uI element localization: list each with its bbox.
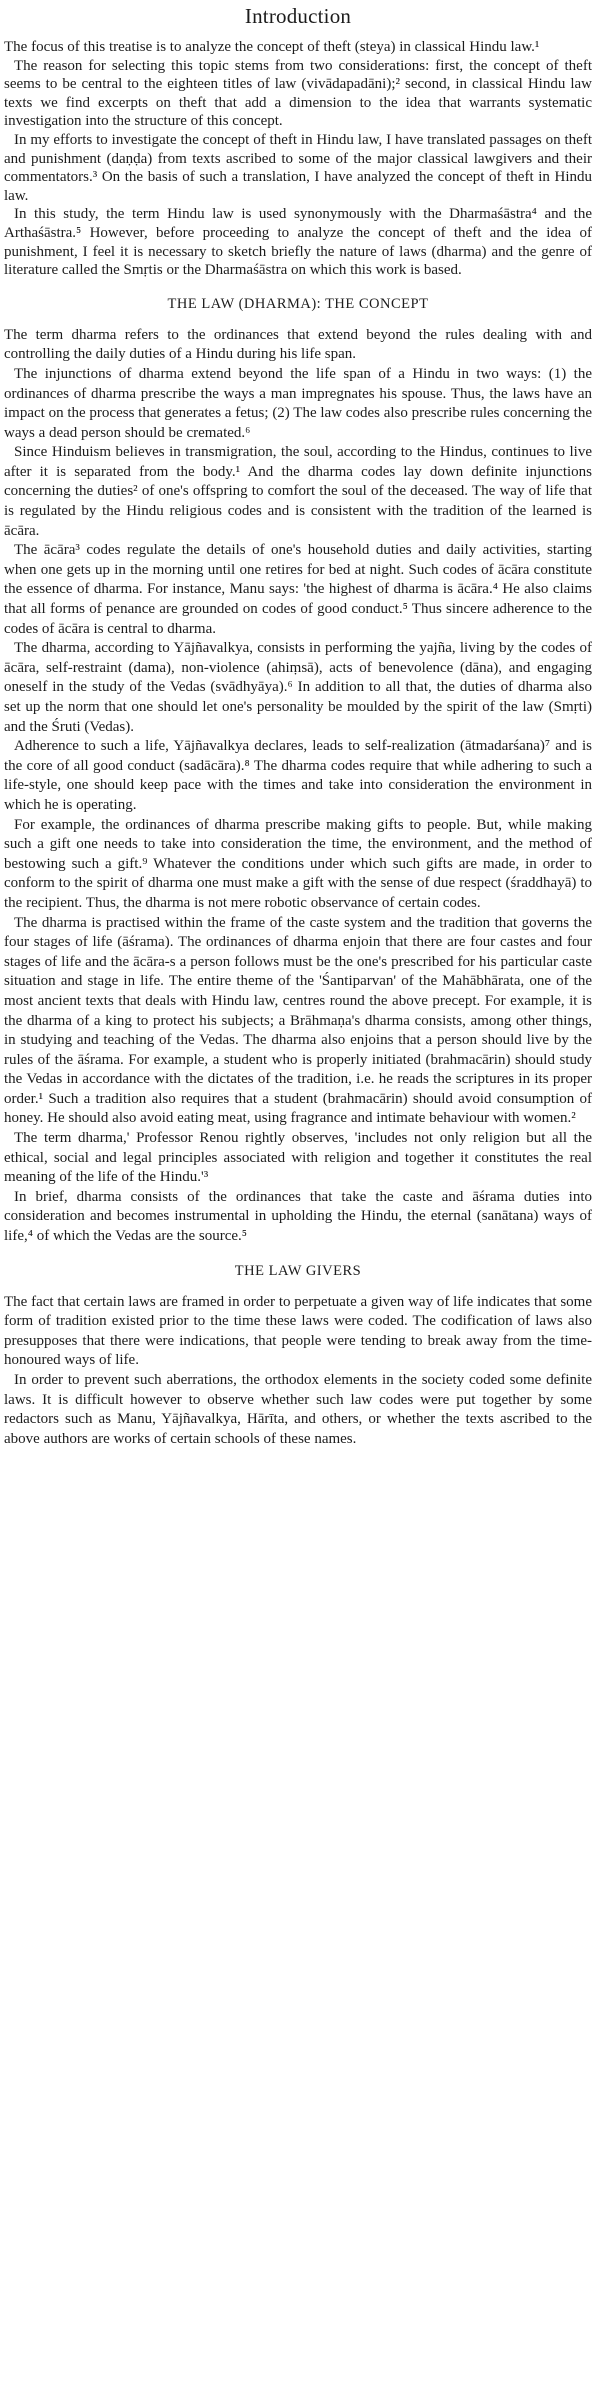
dharma-paragraph-4: The ācāra³ codes regulate the details of one's household duties and daily activities, starting when one gets up in the morning until one retires for bed at night. Such codes of ācāra constitute the essence of dharma. For instance, Manu says: 'the highest of dharma is ācāra.⁴ He also claims that all forms of penance are grounded on codes of good conduct.⁵ Thus sincere adherence to the codes of ācāra is central to dharma. — [4, 542, 592, 637]
law-givers-paragraph-2: In order to prevent such aberrations, the orthodox elements in the society coded some definite laws. It is difficult however to observe whether such law codes were put together by some redactors such as Manu, Yājñavalkya, Hārīta, and others, or whether the texts ascribed to the above authors are works of certain schools of these names. — [4, 1372, 592, 1447]
intro-paragraph-3: In my efforts to investigate the concept of theft in Hindu law, I have translated passages on theft and punishment (daṇḍa) from texts ascribed to some of the major classical lawgivers and their commentators.³ On the basis of such a translation, I have analyzed the concept of theft in Hindu law. — [4, 131, 592, 204]
dharma-paragraph-9: The term dharma,' Professor Renou rightly observes, 'includes not only religion but all the ethical, social and legal principles associated with religion and together it constitutes the real meaning of the life of the Hindu.'³ — [4, 1130, 592, 1186]
intro-paragraph-4: In this study, the term Hindu law is used synonymously with the Dharmaśāstra⁴ and the Arthaśāstra.⁵ However, before proceeding to analyze the concept of theft and the idea of punishment, I feel it is necessary to sketch briefly the nature of laws (dharma) and the genre of literature called the Smṛtis or the Dharmaśāstra on which this work is based. — [4, 206, 592, 279]
dharma-paragraph-10: In brief, dharma consists of the ordinances that take the caste and āśrama duties into consideration and becomes instrumental in upholding the Hindu, the eternal (sanātana) ways of life,⁴ of which the Vedas are the source.⁵ — [4, 1188, 592, 1245]
dharma-paragraph-7: For example, the ordinances of dharma prescribe making gifts to people. But, while making such a gift one needs to take into consideration the time, the environment, and the method of bestowing such a gift.⁹ Whatever the conditions under which such gifts are made, in order to conform to the spirit of dharma one must make a gift with the sense of due respect (śraddhayā) to the recipient. Thus, the dharma is not mere robotic observance of certain codes. — [4, 816, 592, 911]
dharma-section — [4, 326, 592, 1247]
dharma-paragraph-6: Adherence to such a life, Yājñavalkya declares, leads to self-realization (ātmadarśana)⁷ and is the core of all good conduct (sadācāra).⁸ The dharma codes require that while adhering to such a life-style, one should keep pace with the times and take into consideration the environment in which he is operating. — [4, 738, 592, 813]
page-title: Introduction — [244, 4, 352, 28]
dharma-paragraph-5: The dharma, according to Yājñavalkya, consists in performing the yajña, living by the codes of ācāra, self-restraint (dama), non-violence (ahiṃsā), acts of benevolence (dāna), and engaging oneself in the study of the Vedas (svādhyāya).⁶ In addition to all that, the duties of dharma also set up the norm that one should let one's personality be moulded by the spirit of the law (Smṛti) and the Śruti (Vedas). — [4, 640, 592, 735]
law-givers-section — [4, 1293, 592, 1450]
dharma-paragraph-3: Since Hinduism believes in transmigration, the soul, according to the Hindus, continues to live after it is separated from the body.¹ And the dharma codes lay down definite injunctions concerning the duties² of one's offspring to comfort the soul of the deceased. The way of life that is regulated by the Hindu religious codes and is consistent with the tradition of the learned is ācāra. — [4, 444, 592, 539]
dharma-paragraph-2: The injunctions of dharma extend beyond the life span of a Hindu in two ways: (1) the ordinances of dharma prescribe the ways a man impregnates his spouse. Thus, the laws have an impact on the process that generates a fetus; (2) The law codes also prescribe rules concerning the ways a dead person should be cremated.⁶ — [4, 365, 592, 441]
intro-section — [4, 38, 592, 280]
dharma-paragraph-1: The term dharma refers to the ordinances that extend beyond the rules dealing with and controlling the daily duties of a Hindu during his life span. — [4, 326, 592, 363]
dharma-paragraph-8: The dharma is practised within the frame of the caste system and the tradition that governs the four stages of life (āśrama). The ordinances of dharma enjoin that there are four castes and four stages of life and the ācāra-s a person follows must be the one's prescribed for his particular caste situation and stage in life. The entire theme of the 'Śantiparvan' of the Mahābhārata, one of the most ancient texts that deals with Hindu law, centres round the above precept. For example, it is the dharma of a king to protect his subjects; a Brāhmaṇa's dharma consists, among other things, in studying and teaching of the Vedas. The dharma also enjoins that a person should live by the rules of the āśrama. For example, a student who is properly initiated (brahmacārin) should study the Vedas in accordance with the dictates of the tradition, i.e. he reads the scriptures in its proper order.¹ Such a tradition also requires that a student (brahmacārin) should avoid consumption of honey. He should also avoid eating meat, using fragrance and intimate behaviour with women.² — [4, 914, 592, 1127]
section-heading-law-givers: THE LAW GIVERS — [234, 1262, 362, 1279]
intro-paragraph-1: The focus of this treatise is to analyze the concept of theft (steya) in classical Hindu law.¹ — [4, 39, 540, 55]
intro-paragraph-2: The reason for selecting this topic stems from two considerations: first, the concept of theft seems to be central to the eighteen titles of law (vivādapadāni);² second, in classical Hindu law texts we find excerpts on theft that add a dimension to the idea that warrants systematic investigation into the structure of this concept. — [4, 57, 592, 130]
section-heading-dharma: THE LAW (DHARMA): THE CONCEPT — [167, 295, 429, 312]
law-givers-paragraph-1: The fact that certain laws are framed in order to perpetuate a given way of life indicates that some form of tradition existed prior to the time these laws were coded. The codification of laws also presupposes that there were indications, that people were tending to break away from the time-honoured ways of life. — [4, 1293, 592, 1369]
